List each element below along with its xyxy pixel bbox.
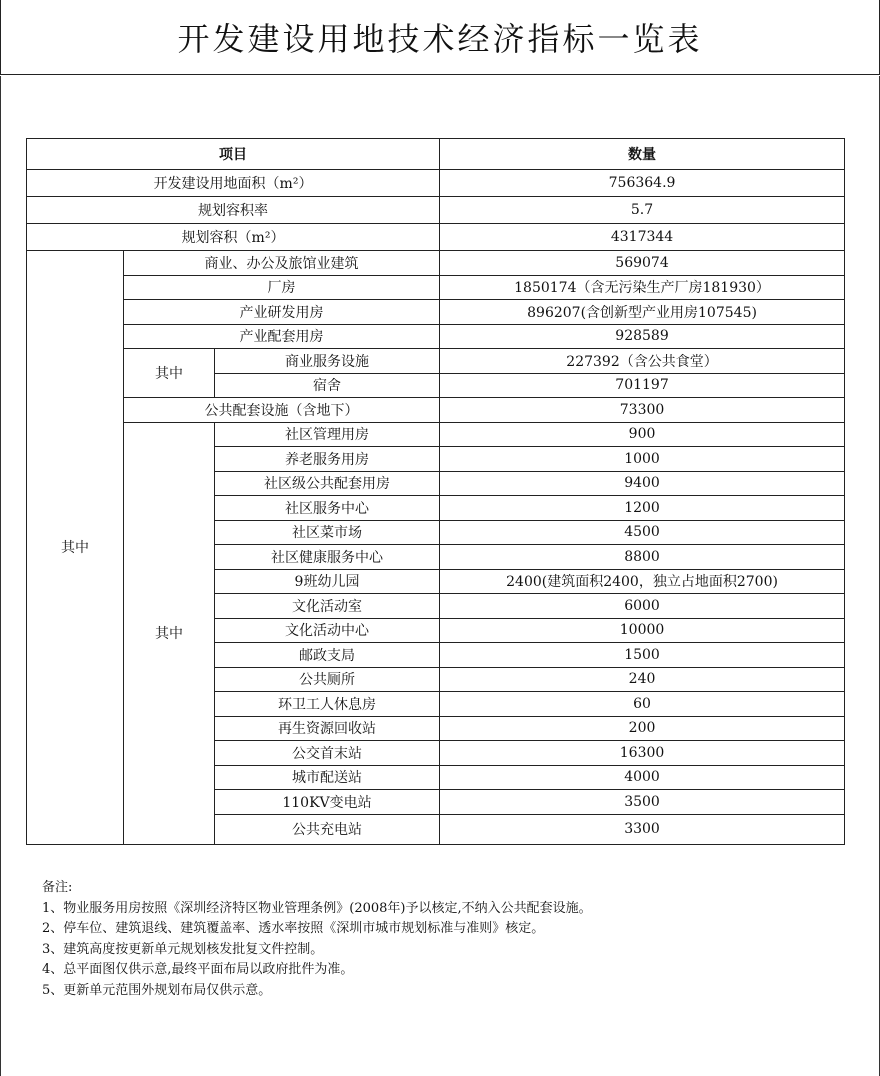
item-value: 200	[440, 716, 845, 741]
item-label: 文化活动室	[215, 594, 440, 619]
item-value: 227392（含公共食堂）	[440, 349, 845, 374]
item-value: 4500	[440, 520, 845, 545]
item-value: 9400	[440, 471, 845, 496]
item-value: 896207(含创新型产业用房107545)	[440, 300, 845, 325]
header-value: 数量	[440, 139, 845, 170]
item-label: 社区服务中心	[215, 496, 440, 521]
item-label: 再生资源回收站	[215, 716, 440, 741]
item-value: 1200	[440, 496, 845, 521]
sub-group-label: 其中	[124, 349, 215, 398]
left-border	[0, 76, 1, 1076]
table-header-row	[27, 139, 845, 170]
table-row	[27, 224, 845, 251]
item-value: 3300	[440, 814, 845, 844]
item-label: 规划容积率	[27, 197, 440, 224]
item-label: 养老服务用房	[215, 447, 440, 472]
item-value: 4317344	[440, 224, 845, 251]
item-label: 产业配套用房	[124, 324, 440, 349]
item-label: 社区管理用房	[215, 422, 440, 447]
item-value: 701197	[440, 373, 845, 398]
note-item: 4、总平面图仅供示意,最终平面布局以政府批件为准。	[42, 962, 354, 977]
notes	[42, 878, 592, 1001]
page-title: 开发建设用地技术经济指标一览表	[177, 20, 703, 58]
item-label: 9班幼儿园	[215, 569, 440, 594]
item-label: 文化活动中心	[215, 618, 440, 643]
item-label: 商业、办公及旅馆业建筑	[124, 251, 440, 276]
title-box	[0, 0, 880, 75]
item-value: 5.7	[440, 197, 845, 224]
table-row	[27, 197, 845, 224]
outer-group-label: 其中	[27, 251, 124, 845]
item-label: 公交首末站	[215, 741, 440, 766]
item-value: 569074	[440, 251, 845, 276]
item-value: 756364.9	[440, 170, 845, 197]
item-label: 公共配套设施（含地下）	[124, 398, 440, 423]
header-item: 项目	[27, 139, 440, 170]
public-group-label: 其中	[124, 422, 215, 844]
item-value: 1850174（含无污染生产厂房181930）	[440, 275, 845, 300]
item-value: 73300	[440, 398, 845, 423]
table-row	[27, 170, 845, 197]
table-row	[27, 398, 845, 423]
item-value: 1000	[440, 447, 845, 472]
item-label: 开发建设用地面积（m²）	[27, 170, 440, 197]
item-value: 8800	[440, 545, 845, 570]
item-value: 4000	[440, 765, 845, 790]
notes-heading: 备注:	[42, 880, 73, 895]
item-value: 16300	[440, 741, 845, 766]
note-item: 5、更新单元范围外规划布局仅供示意。	[42, 982, 272, 998]
item-value: 900	[440, 422, 845, 447]
item-label: 规划容积（m²）	[27, 224, 440, 251]
item-value: 60	[440, 692, 845, 717]
item-label: 厂房	[124, 275, 440, 300]
item-label: 社区健康服务中心	[215, 545, 440, 570]
item-value: 3500	[440, 790, 845, 815]
note-item: 2、停车位、建筑退线、建筑覆盖率、透水率按照《深圳市城市规划标准与准则》核定。	[42, 921, 545, 936]
item-label: 公共厕所	[215, 667, 440, 692]
table-row	[27, 422, 845, 447]
item-label: 邮政支局	[215, 643, 440, 668]
item-label: 环卫工人休息房	[215, 692, 440, 717]
item-label: 公共充电站	[215, 814, 440, 844]
table-row	[27, 251, 845, 276]
table-row	[27, 300, 845, 325]
item-label: 宿舍	[215, 373, 440, 398]
item-label: 商业服务设施	[215, 349, 440, 374]
item-value: 6000	[440, 594, 845, 619]
item-value: 2400(建筑面积2400，独立占地面积2700)	[440, 569, 845, 594]
item-label: 产业研发用房	[124, 300, 440, 325]
note-item: 1、物业服务用房按照《深圳经济特区物业管理条例》(2008年)予以核定,不纳入公共配套设施。	[42, 900, 592, 916]
indicator-table	[26, 138, 845, 845]
table-row	[27, 324, 845, 349]
table-row	[27, 275, 845, 300]
item-label: 城市配送站	[215, 765, 440, 790]
note-item: 3、建筑高度按更新单元规划核发批复文件控制。	[42, 941, 324, 957]
item-label: 社区级公共配套用房	[215, 471, 440, 496]
item-label: 社区菜市场	[215, 520, 440, 545]
item-label: 110KV变电站	[215, 790, 440, 815]
item-value: 240	[440, 667, 845, 692]
item-value: 1500	[440, 643, 845, 668]
table-row	[27, 349, 845, 374]
item-value: 928589	[440, 324, 845, 349]
item-value: 10000	[440, 618, 845, 643]
